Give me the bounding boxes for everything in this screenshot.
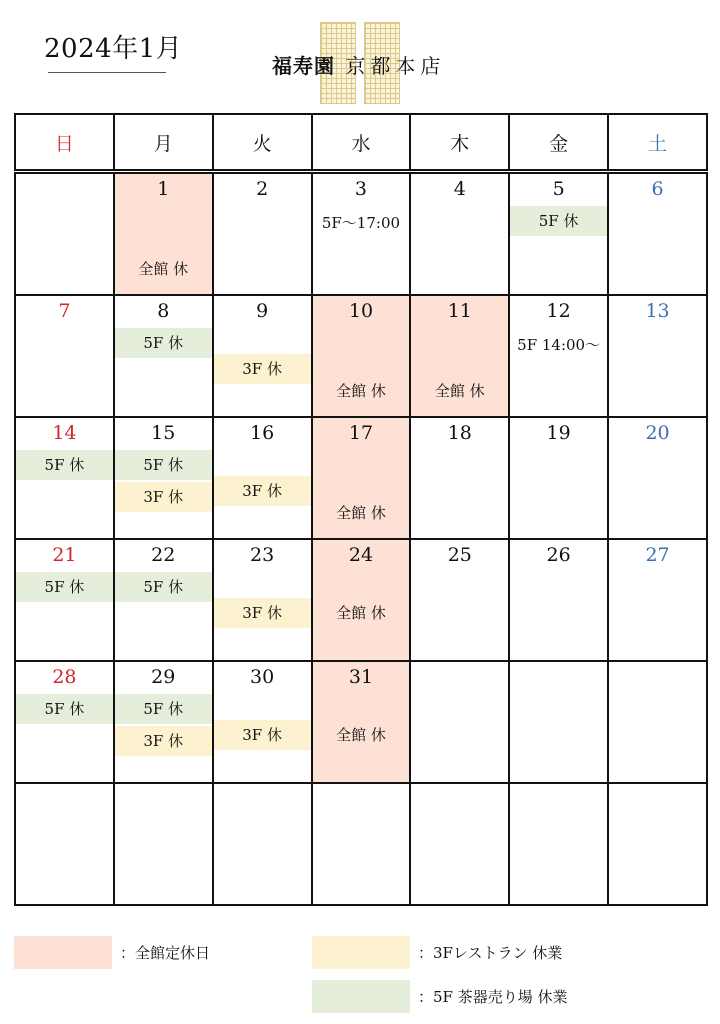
day-number: 28 (52, 666, 77, 688)
day-number: 16 (250, 422, 275, 444)
calendar-week-row (15, 783, 707, 905)
day-cell-8 (114, 295, 213, 417)
day-number: 6 (651, 178, 664, 200)
store-logo (272, 22, 472, 106)
day-cell-5 (509, 172, 608, 296)
day-cell-19 (509, 417, 608, 539)
day-cell-28 (15, 661, 114, 783)
weekday-thursday: 木 (410, 114, 509, 172)
day-number: 3 (354, 178, 367, 200)
title-underline (48, 72, 166, 73)
weekday-friday: 金 (509, 114, 608, 172)
all-closed-label: 全館 休 (336, 604, 386, 622)
empty-day-cell (410, 783, 509, 905)
month-title: 2024年1月 (44, 34, 183, 64)
day-number: 2 (256, 178, 269, 200)
all-closed-label: 全館 休 (434, 382, 485, 400)
day-cell-23 (213, 539, 312, 661)
day-cell-18 (410, 417, 509, 539)
empty-day-cell (15, 783, 114, 905)
weekday-sunday: 日 (15, 114, 114, 172)
day-cell-4 (410, 172, 509, 296)
empty-day-cell (509, 783, 608, 905)
day-cell-15 (114, 417, 213, 539)
day-cell-30 (213, 661, 312, 783)
day-number: 19 (546, 422, 571, 444)
restaurant-closed-tag: 3F 休 (214, 720, 311, 750)
legend-swatch-shop-closed (312, 980, 410, 1013)
all-closed-label: 全館 休 (336, 726, 386, 744)
legend-restaurant-closed: ：3Fレストラン 休業 (418, 944, 563, 962)
empty-day-cell (312, 783, 411, 905)
all-closed-label: 全館 休 (138, 260, 189, 278)
day-cell-26 (509, 539, 608, 661)
day-number: 26 (546, 544, 571, 566)
day-cell-2 (213, 172, 312, 296)
empty-day-cell (213, 783, 312, 905)
shop-closed-tag: 5F 休 (115, 694, 212, 724)
weekday-header-row (15, 114, 707, 172)
shop-closed-tag: 5F 休 (115, 328, 212, 358)
legend-swatch-all-closed (14, 936, 112, 969)
day-number: 11 (447, 300, 472, 322)
day-cell-14 (15, 417, 114, 539)
restaurant-closed-tag: 3F 休 (115, 726, 212, 756)
weekday-tuesday: 火 (213, 114, 312, 172)
day-cell-31 (312, 661, 411, 783)
shop-closed-tag: 5F 休 (16, 694, 113, 724)
day-number: 10 (348, 300, 374, 322)
legend-swatch-restaurant-closed (312, 936, 410, 969)
day-number: 8 (157, 300, 170, 322)
day-cell-20 (608, 417, 707, 539)
day-cell-10 (312, 295, 411, 417)
day-cell-9 (213, 295, 312, 417)
all-closed-label: 全館 休 (336, 382, 386, 400)
day-number: 30 (250, 666, 275, 688)
day-cell-6 (608, 172, 707, 296)
day-cell-24 (312, 539, 411, 661)
day-number: 21 (52, 544, 77, 566)
day-number: 29 (151, 666, 176, 688)
restaurant-closed-tag: 3F 休 (214, 598, 311, 628)
shop-closed-tag: 5F 休 (115, 450, 212, 480)
day-number: 27 (645, 544, 670, 566)
calendar-week-row (15, 539, 707, 661)
day-number: 23 (250, 544, 275, 566)
day-cell-22 (114, 539, 213, 661)
day-cell-21 (15, 539, 114, 661)
day-cell-7 (15, 295, 114, 417)
restaurant-closed-tag: 3F 休 (214, 476, 311, 506)
day-cell-1 (114, 172, 213, 296)
day-cell-13 (608, 295, 707, 417)
calendar-week-row (15, 661, 707, 783)
calendar-week-row (15, 172, 707, 296)
day-number: 25 (447, 544, 472, 566)
day-cell-16 (213, 417, 312, 539)
day-cell-29 (114, 661, 213, 783)
empty-day-cell (15, 172, 114, 296)
shop-closed-tag: 5F 休 (115, 572, 212, 602)
day-number: 17 (348, 422, 374, 444)
restaurant-closed-tag: 3F 休 (115, 482, 212, 512)
shop-closed-tag: 5F 休 (16, 450, 113, 480)
day-number: 12 (546, 300, 571, 322)
empty-day-cell (114, 783, 213, 905)
day-cell-17 (312, 417, 411, 539)
day-number: 4 (453, 178, 466, 200)
day-cell-3 (312, 172, 411, 296)
calendar-body (15, 172, 707, 906)
calendar-week-row (15, 295, 707, 417)
day-cell-12 (509, 295, 608, 417)
day-number: 24 (348, 544, 374, 566)
day-number: 13 (645, 300, 670, 322)
day-cell-11 (410, 295, 509, 417)
day-number: 1 (157, 178, 170, 200)
day-number: 15 (151, 422, 176, 444)
day-number: 20 (645, 422, 670, 444)
weekday-wednesday: 水 (312, 114, 411, 172)
shop-closed-tag: 5F 休 (510, 206, 607, 236)
legend-shop-closed: ：5F 茶器売り場 休業 (418, 988, 568, 1006)
day-number: 31 (348, 666, 374, 688)
hours-note: 5F〜17:00 (321, 214, 401, 232)
restaurant-closed-tag: 3F 休 (214, 354, 311, 384)
day-number: 18 (447, 422, 472, 444)
shop-closed-tag: 5F 休 (16, 572, 113, 602)
empty-day-cell (410, 661, 509, 783)
day-number: 22 (151, 544, 176, 566)
calendar-table (14, 113, 708, 906)
weekday-monday: 月 (114, 114, 213, 172)
store-branch: 京都本店 (345, 54, 446, 78)
calendar-week-row (15, 417, 707, 539)
empty-day-cell (608, 661, 707, 783)
empty-day-cell (509, 661, 608, 783)
empty-day-cell (608, 783, 707, 905)
store-name: 福寿園 (272, 54, 335, 78)
hours-note: 5F 14:00〜 (517, 336, 601, 354)
legend-all-closed: ：全館定休日 (120, 944, 211, 962)
day-number: 5 (552, 178, 565, 200)
day-cell-25 (410, 539, 509, 661)
day-cell-27 (608, 539, 707, 661)
day-number: 7 (58, 300, 71, 322)
day-number: 9 (256, 300, 269, 322)
weekday-saturday: 土 (608, 114, 707, 172)
all-closed-label: 全館 休 (336, 504, 386, 522)
day-number: 14 (52, 422, 77, 444)
